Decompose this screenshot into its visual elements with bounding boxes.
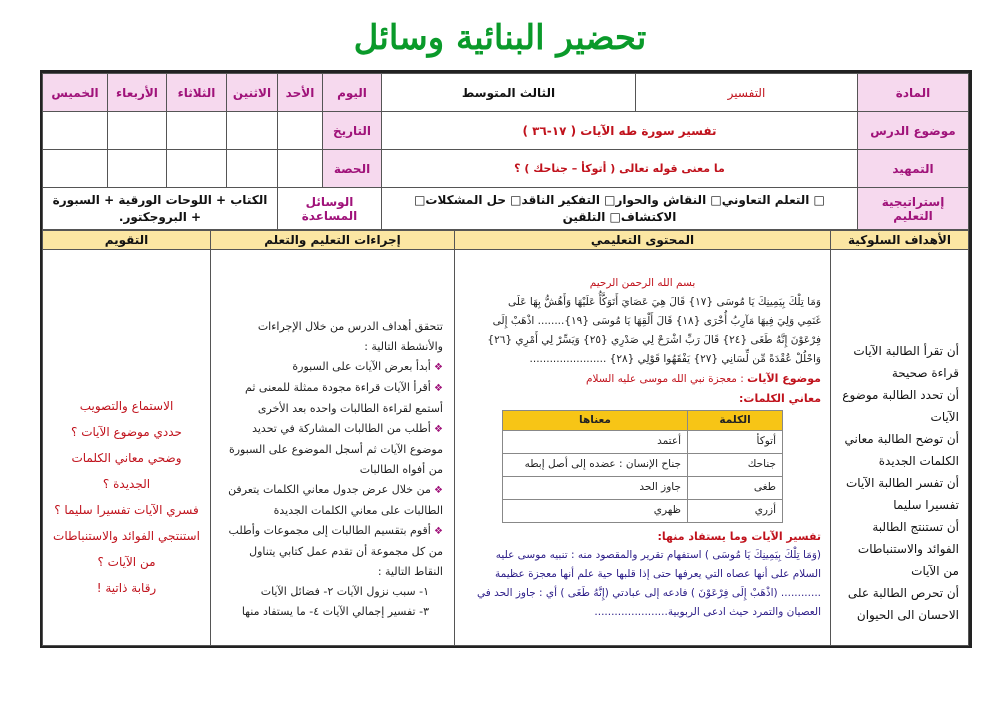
- procedure-point: ٣- تفسير إجمالي الآيات ٤- ما يستفاد منها: [241, 605, 429, 618]
- date-cell-sunday: [278, 112, 323, 150]
- evaluation-header: التقويم: [43, 231, 211, 250]
- goal-item: أن تستنتج الطالبة الفوائد والاستنباطات من الآيات: [857, 519, 959, 578]
- verse-line: وَاحْلُلْ عُقْدَةً مِّن لِّسَانِي {٢٧} يَفْقَهُوا قَوْلِي {٢٨} .......................: [529, 352, 821, 365]
- table-row: [503, 499, 783, 522]
- day-monday: الاثنين: [227, 74, 278, 112]
- goals-header: الأهداف السلوكية: [831, 231, 969, 250]
- goal-item: أن توضح الطالبة معاني الكلمات الجديدة: [844, 431, 959, 468]
- period-cell-thursday: [43, 150, 108, 188]
- basmala: بسم الله الرحمن الرحيم: [589, 276, 696, 289]
- meaning-col-header: معناها: [503, 410, 688, 430]
- evaluation-item: فسري الآيات تفسيرا سليما ؟: [54, 502, 199, 517]
- day-label: اليوم: [323, 74, 382, 112]
- verse-line: غَنَمِي وَلِيَ فِيهَا مَآرِبُ أُخْرَى {١٨} قَالَ أَلْقِهَا يَا مُوسَى {١٩}........ اذْهَبْ إِلَى: [492, 314, 821, 327]
- date-cell-thursday: [43, 112, 108, 150]
- topic-label: موضوع الدرس: [858, 112, 969, 150]
- main-table: [42, 230, 969, 646]
- procedure-point: ١- سبب نزول الآيات ٢- فضائل الآيات: [260, 585, 429, 598]
- word-cell: أتوكأ: [688, 430, 783, 453]
- content-header: المحتوى التعليمي: [455, 231, 831, 250]
- procedure-item: ❖ أطلب من الطالبات المشاركة في تحديد موضوع الآيات ثم أسجل الموضوع على السبورة من أفواه الطالبات: [220, 419, 443, 480]
- period-cell-wednesday: [108, 150, 167, 188]
- verses-topic: [464, 369, 821, 389]
- procedure-item: ❖ أبدأ بعرض الآيات على السبورة: [220, 357, 443, 378]
- aids-label: الوسائل المساعدة: [278, 188, 382, 230]
- goal-item: أن تحدد الطالبة موضوع الآيات: [842, 387, 959, 424]
- tafsir-line: العصيان والتمرد حيث ادعى الربوبية......................: [594, 605, 821, 618]
- verses-topic-value: : معجزة نبي الله موسى عليه السلام: [586, 372, 748, 385]
- grade-value: الثالث المتوسط: [382, 74, 636, 112]
- aids-value: الكتاب + اللوحات الورقية + السبورة + البروجكتور.: [43, 188, 278, 230]
- meaning-cell: جناح الإنسان : عضده إلى أصل إبطه: [503, 453, 688, 476]
- tafsir-line: السلام على أنها عصاه التي يعرفها حتى إذا قلبها حية علم أنها معجزة عظيمة: [495, 567, 821, 580]
- evaluation-item: الاستماع والتصويب: [79, 398, 174, 413]
- table-row: [503, 430, 783, 453]
- strategy-value: □ التعلم التعاوني□ النقاش والحوار□ التفكير الناقد□ حل المشكلات□ الاكتشاف□ التلقين: [382, 188, 858, 230]
- strategy-label: إستراتيجية التعليم: [858, 188, 969, 230]
- goal-item: أن تقرأ الطالبة الآيات قراءة صحيحة: [853, 343, 959, 380]
- goal-item: أن تفسر الطالبة الآيات تفسيرا سليما: [846, 475, 959, 512]
- day-wednesday: الأربعاء: [108, 74, 167, 112]
- table-row: [503, 453, 783, 476]
- procedure-item: ❖ أقوم بتقسيم الطالبات إلى مجموعات وأطلب من كل مجموعة أن تقدم عمل كتابي يتناول النقاط التالية :: [220, 521, 443, 582]
- procedure-item: ❖ أقرأ الآيات قراءة مجودة ممثلة للمعنى ثم أستمع لقراءة الطالبات واحده بعد الأخرى: [220, 378, 443, 419]
- evaluation-item: رقابة ذاتية !: [96, 580, 157, 595]
- word-col-header: الكلمة: [688, 410, 783, 430]
- procedure-item: ❖ من خلال عرض جدول معاني الكلمات يتعرفن الطالبات على معاني الكلمات الجديدة: [220, 480, 443, 521]
- verse-line: وَمَا تِلْكَ بِيَمِينِكَ يَا مُوسَى {١٧} قَالَ هِيَ عَصَايَ أَتَوَكَّأُ عَلَيْهَا وَأَهُشُّ بِهَا عَلَى: [508, 295, 821, 308]
- procedures-cell: [211, 250, 455, 646]
- date-cell-wednesday: [108, 112, 167, 150]
- period-cell-sunday: [278, 150, 323, 188]
- evaluation-item: حددي موضوع الآيات ؟: [71, 424, 182, 439]
- day-sunday: الأحد: [278, 74, 323, 112]
- goal-item: أن تحرص الطالبة على الاحسان الى الحيوان: [847, 585, 959, 622]
- word-cell: طغى: [688, 476, 783, 499]
- period-cell-tuesday: [167, 150, 227, 188]
- lesson-plan-sheet: [40, 70, 972, 648]
- word-cell: جناحك: [688, 453, 783, 476]
- header-table: [42, 73, 969, 230]
- meaning-cell: ظهري: [503, 499, 688, 522]
- subject-label: المادة: [858, 74, 969, 112]
- tafsir-label: تفسير الآيات وما يستفاد منها:: [657, 529, 821, 543]
- date-label: التاريخ: [323, 112, 382, 150]
- day-tuesday: الثلاثاء: [167, 74, 227, 112]
- evaluation-item: وضحي معاني الكلمات الجديدة ؟: [71, 450, 182, 491]
- date-cell-tuesday: [167, 112, 227, 150]
- goals-cell: [831, 250, 969, 646]
- period-label: الحصة: [323, 150, 382, 188]
- subject-value: التفسير: [636, 74, 858, 112]
- word-cell: أزري: [688, 499, 783, 522]
- meanings-label: معاني الكلمات:: [739, 391, 821, 405]
- table-row: [503, 476, 783, 499]
- meaning-cell: أعتمد: [503, 430, 688, 453]
- evaluation-item: استنتجي الفوائد والاستنباطات من الآيات ؟: [53, 528, 200, 569]
- page-title: تحضير البنائية وسائل: [353, 18, 647, 58]
- procedures-header: إجراءات التعليم والتعلم: [211, 231, 455, 250]
- intro-label: التمهيد: [858, 150, 969, 188]
- intro-value: ما معنى قوله تعالى ( أتوكأ – جناحك ) ؟: [382, 150, 858, 188]
- meaning-cell: جاوز الحد: [503, 476, 688, 499]
- topic-value: تفسير سورة طه الآيات ( ١٧-٣٦ ): [382, 112, 858, 150]
- procedures-intro: تتحقق أهداف الدرس من خلال الإجراءات والأنشطة التالية :: [257, 320, 443, 353]
- content-cell: [455, 250, 831, 646]
- evaluation-cell: [43, 250, 211, 646]
- verses-topic-label: موضوع الآيات: [747, 371, 821, 385]
- period-cell-monday: [227, 150, 278, 188]
- verse-line: فِرْعَوْنَ إِنَّهُ طَغَى {٢٤} قَالَ رَبِّ اشْرَحْ لِي صَدْرِي {٢٥} وَيَسِّرْ لِي أَمْرِي {٢٦}: [487, 333, 821, 346]
- date-cell-monday: [227, 112, 278, 150]
- tafsir-line: (وَمَا تِلْكَ بِيَمِينِكَ يَا مُوسَى ) استفهام تقرير والمقصود منه : تنبيه موسى عليه: [495, 548, 821, 561]
- tafsir-line: ............ (اذْهَبْ إِلَى فِرْعَوْنَ ) فادعه إلى عبادتي (إِنَّهُ طَغَى ) أي : جاوز الحد في: [477, 586, 821, 599]
- word-meanings-table: [502, 410, 783, 523]
- day-thursday: الخميس: [43, 74, 108, 112]
